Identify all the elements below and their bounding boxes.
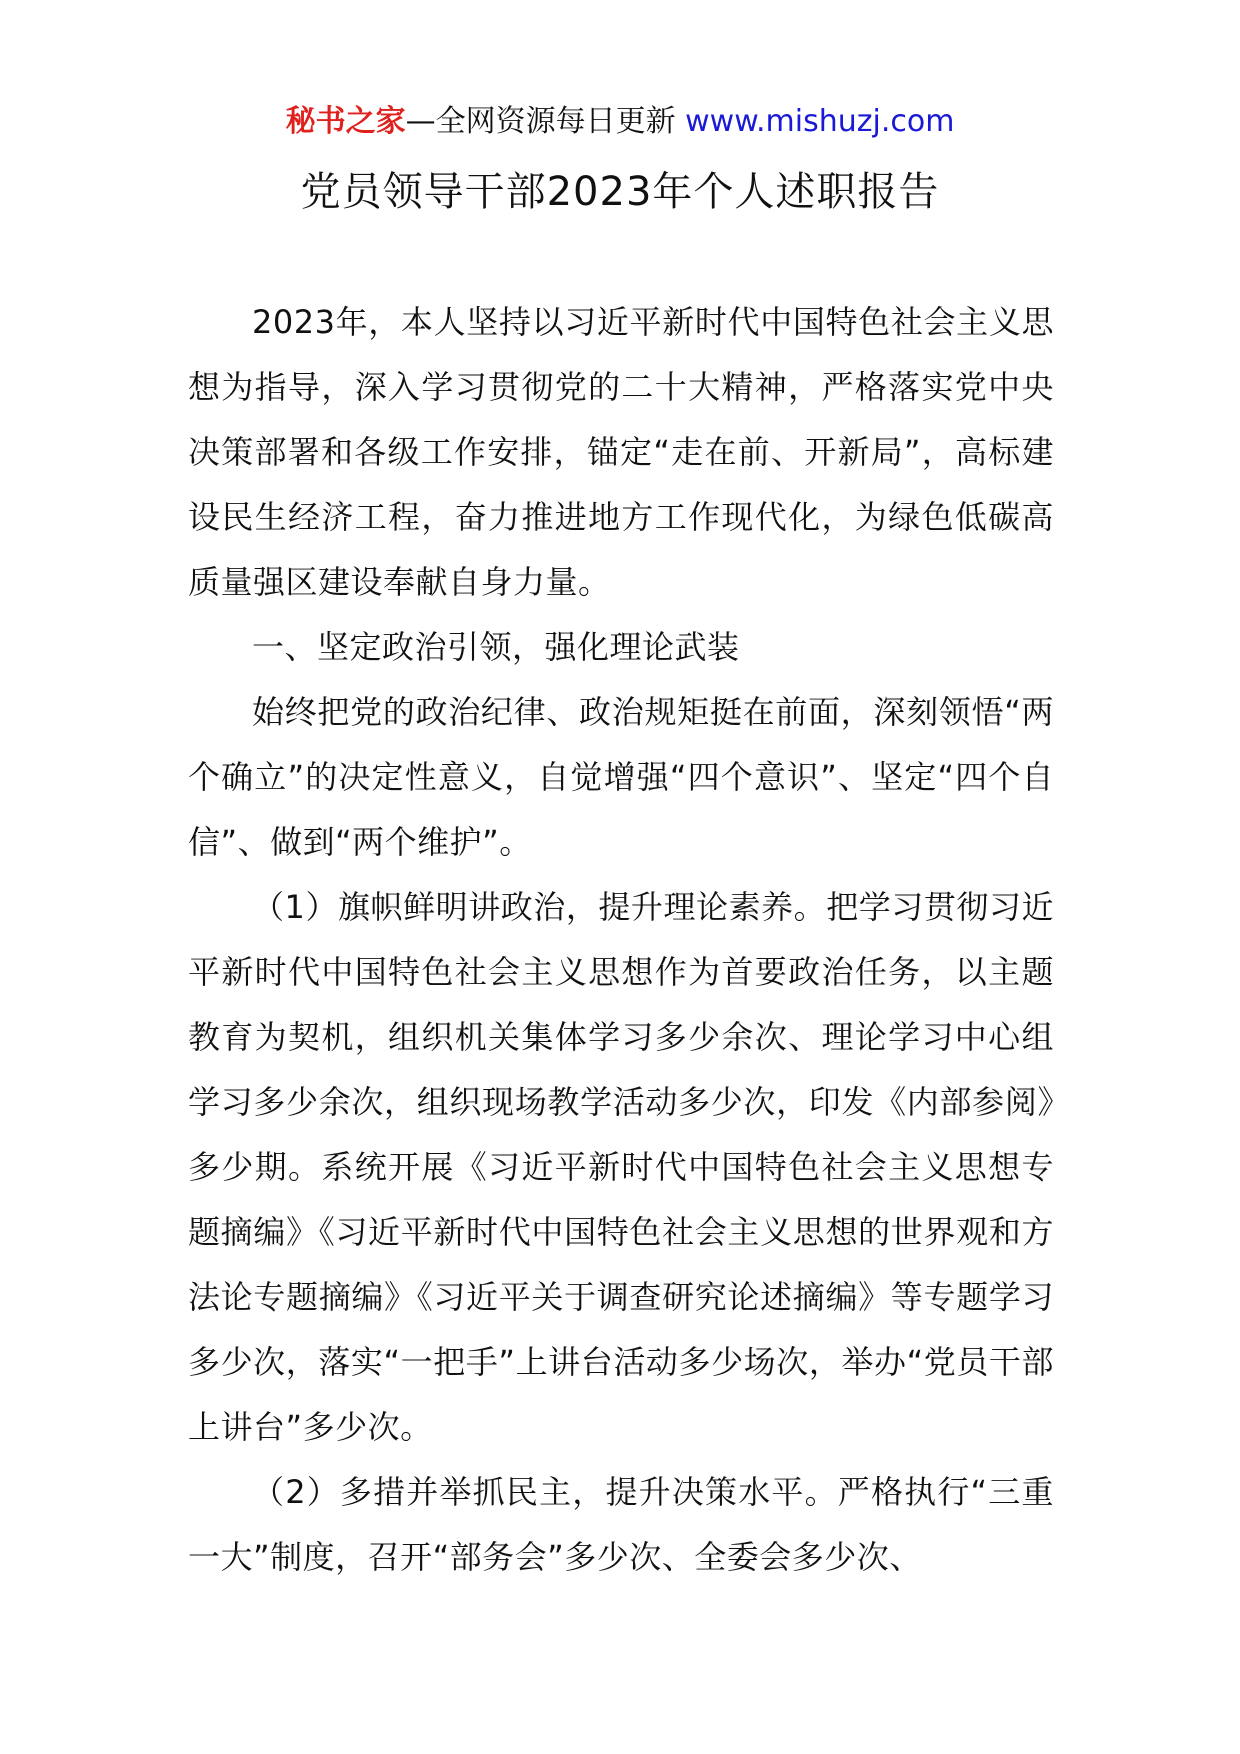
document-title: 党员领导干部2023年个人述职报告 — [300, 169, 940, 215]
subsection-1-paragraph: （1）旗帜鲜明讲政治，提升理论素养。把学习贯彻习近平新时代中国特色社会主义思想作为首要政治任务，以主题教育为契机，组织机关集体学习多少余次、理论学习中心组学习多少余次，组织现场教学活动多少次，印发《内部参阅》多少期。系统开展《习近平新时代中国特色社会主义思想专题摘编》《习近平新时代中国特色社会主义思想的世界观和方法论专题摘编》《习近平关于调查研究论述摘编》等专题学习多少次，落实“一把手”上讲台活动多少场次，举办“党员干部上讲台”多少次。 — [188, 888, 1054, 1446]
brand-name: 秘书之家 — [285, 104, 406, 139]
header-tagline: —全网资源每日更新 — [405, 104, 676, 139]
section-1-paragraph: 始终把党的政治纪律、政治规矩挺在前面，深刻领悟“两个确立”的决定性意义，自觉增强“四个意识”、坚定“四个自信”、做到“两个维护”。 — [188, 693, 1054, 861]
section-heading-1: 一、坚定政治引领，强化理论武装 — [252, 628, 740, 666]
intro-paragraph: 2023年，本人坚持以习近平新时代中国特色社会主义思想为指导，深入学习贯彻党的二十大精神，严格落实党中央决策部署和各级工作安排，锚定“走在前、开新局”，高标建设民生经济工程，奋力推进地方工作现代化，为绿色低碳高质量强区建设奉献自身力量。 — [188, 303, 1054, 601]
site-url-link[interactable]: www.mishuzj.com — [685, 104, 955, 139]
document-body — [188, 290, 1054, 1590]
watermark-header — [0, 100, 1240, 144]
subsection-2-paragraph: （2）多措并举抓民主，提升决策水平。严格执行“三重一大”制度，召开“部务会”多少次、全委会多少次、 — [188, 1473, 1054, 1576]
